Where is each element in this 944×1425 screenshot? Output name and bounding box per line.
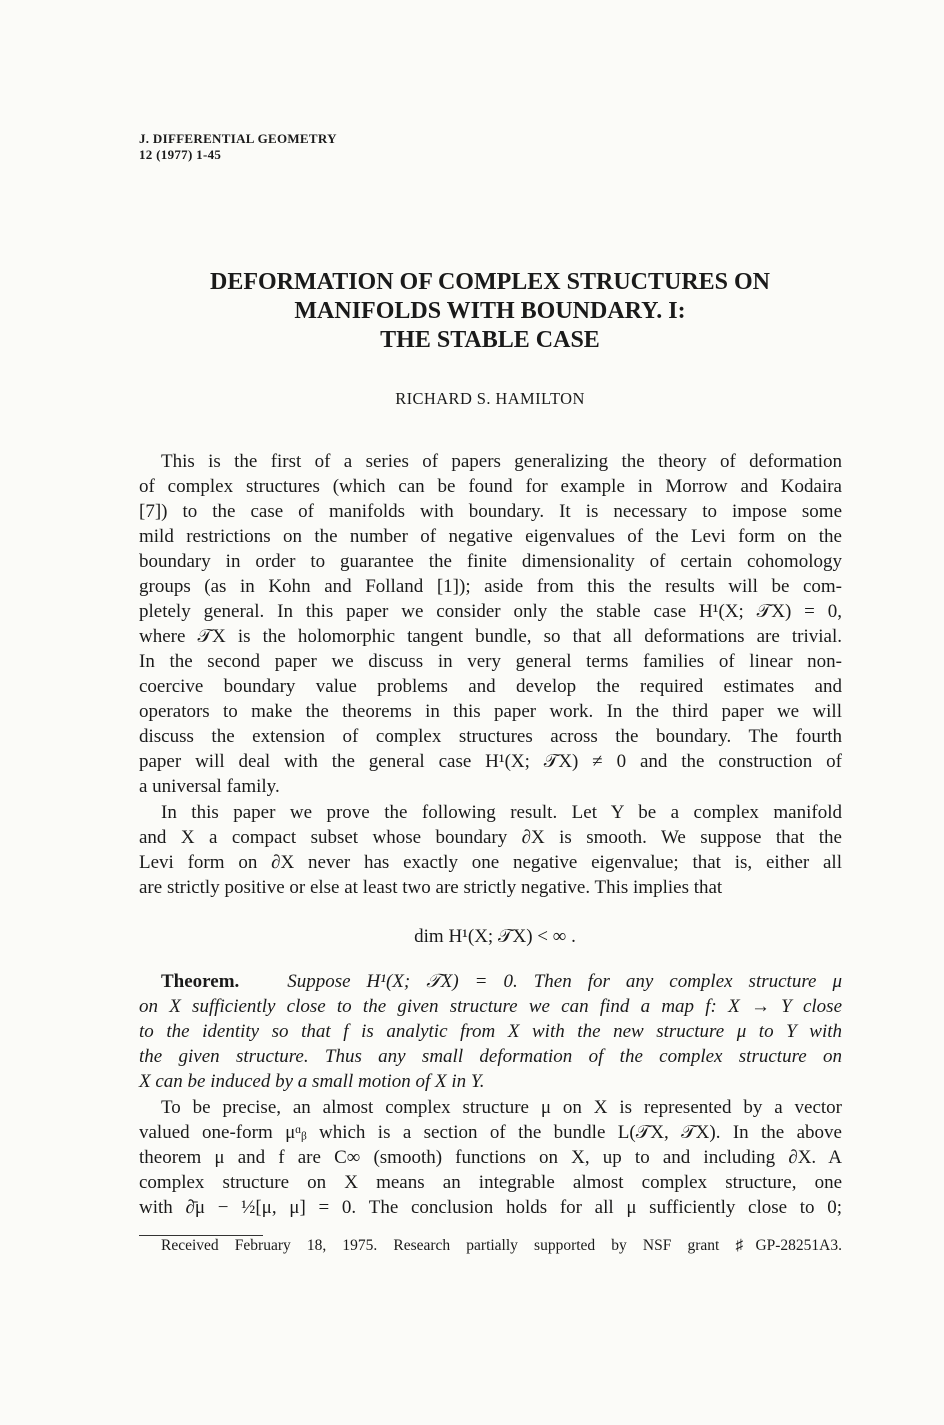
theorem-line: the given structure. Thus any small deformation of the complex structure on xyxy=(139,1046,842,1067)
theorem-label: Theorem. xyxy=(161,971,240,992)
para1-line: operators to make the theorems in this paper work. In the third paper we will xyxy=(139,701,842,722)
para1-line: pletely general. In this paper we consider only the stable case H¹(X; 𝒯X) = 0, xyxy=(139,601,842,622)
theorem-line: on X sufficiently close to the given structure we can find a map f: X → Y close xyxy=(139,996,842,1017)
para2-line: and X a compact subset whose boundary ∂X is smooth. We suppose that the xyxy=(139,827,842,848)
para1-line: This is the first of a series of papers generalizing the theory of deformation xyxy=(161,451,842,472)
para1-line: paper will deal with the general case H¹(X; 𝒯X) ≠ 0 and the construction of xyxy=(139,751,842,772)
para3-line: complex structure on X means an integrable almost complex structure, one xyxy=(139,1172,842,1193)
para1-line: [7]) to the case of manifolds with boundary. It is necessary to impose some xyxy=(139,501,842,522)
para3-line: with ∂̄μ − ½[μ, μ] = 0. The conclusion holds for all μ sufficiently close to 0; xyxy=(139,1197,842,1218)
paper-author: RICHARD S. HAMILTON xyxy=(395,389,585,408)
para1-line: where 𝒯X is the holomorphic tangent bundle, so that all deformations are trivial. xyxy=(139,626,842,647)
para2-line: are strictly positive or else at least two are strictly negative. This implies that xyxy=(139,877,723,898)
journal-name: J. DIFFERENTIAL GEOMETRY xyxy=(139,131,337,146)
para1-line: coercive boundary value problems and develop the required estimates and xyxy=(139,676,842,697)
para1-line: discuss the extension of complex structures across the boundary. The fourth xyxy=(139,726,842,747)
para3-line: valued one-form μᵅᵦ which is a section of the bundle L(𝒯X, 𝒯X). In the above xyxy=(139,1122,842,1143)
para1-line: of complex structures (which can be found for example in Morrow and Kodaira xyxy=(139,476,842,497)
theorem-first-line xyxy=(161,969,842,994)
para2-line: In this paper we prove the following result. Let Y be a complex manifold xyxy=(161,802,842,823)
journal-header xyxy=(139,131,337,163)
para3-line: theorem μ and f are C∞ (smooth) functions on X, up to and including ∂X. A xyxy=(139,1147,842,1168)
title-line-3: THE STABLE CASE xyxy=(380,327,600,353)
footnote-rule xyxy=(139,1235,263,1236)
para1-line: boundary in order to guarantee the finite dimensionality of certain cohomology xyxy=(139,551,842,572)
title-line-1: DEFORMATION OF COMPLEX STRUCTURES ON xyxy=(209,269,771,295)
para3-line: To be precise, an almost complex structure μ on X is represented by a vector xyxy=(161,1097,842,1118)
para1-line: a universal family. xyxy=(139,776,280,797)
title-line-2: MANIFOLDS WITH BOUNDARY. I: xyxy=(294,298,686,324)
display-equation: dim H¹(X; 𝒯X) < ∞ . xyxy=(414,926,576,947)
para1-line: In the second paper we discuss in very general terms families of linear non- xyxy=(139,651,842,672)
theorem-line: Suppose H¹(X; 𝒯X) = 0. Then for any complex structure μ xyxy=(287,971,842,992)
theorem-line: to the identity so that f is analytic from X with the new structure μ to Y with xyxy=(139,1021,842,1042)
para1-line: mild restrictions on the number of negative eigenvalues of the Levi form on the xyxy=(139,526,842,547)
para1-line: groups (as in Kohn and Folland [1]); aside from this the results will be com- xyxy=(139,576,842,597)
theorem-line: X can be induced by a small motion of X in Y. xyxy=(139,1071,485,1092)
para2-line: Levi form on ∂X never has exactly one negative eigenvalue; that is, either all xyxy=(139,852,842,873)
journal-volume: 12 (1977) 1-45 xyxy=(139,147,222,162)
paper-title xyxy=(100,268,880,355)
footnote: Received February 18, 1975. Research partially supported by NSF grant ♯GP-28251A3. xyxy=(161,1237,842,1254)
